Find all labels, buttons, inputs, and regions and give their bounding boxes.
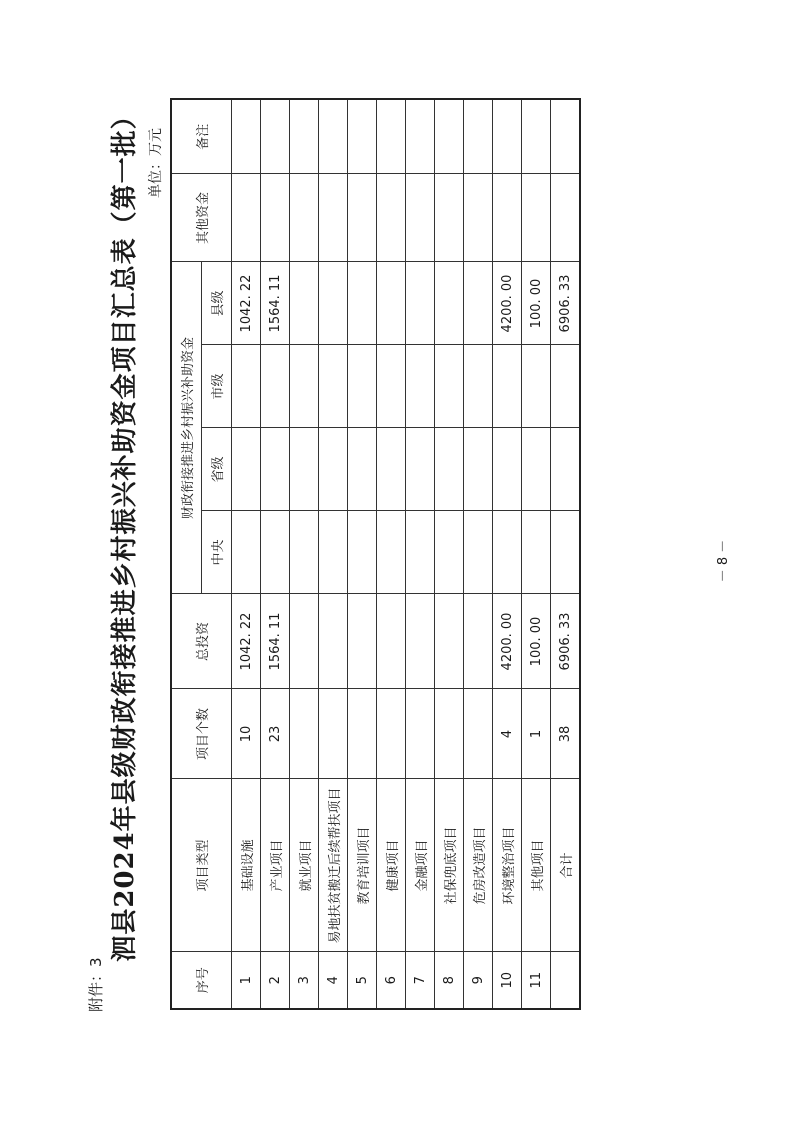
cell-other <box>232 174 261 262</box>
header-county: 县级 <box>202 262 232 345</box>
cell-county <box>348 262 377 345</box>
cell-municipal <box>348 345 377 428</box>
cell-total <box>406 594 435 689</box>
cell-other <box>261 174 290 262</box>
header-other-funds: 其他资金 <box>171 174 232 262</box>
cell-seq: 1 <box>232 952 261 1009</box>
cell-total <box>377 594 406 689</box>
cell-municipal <box>232 345 261 428</box>
cell-type: 合计 <box>551 779 581 952</box>
cell-total: 1042. 22 <box>232 594 261 689</box>
table-row <box>464 99 493 1009</box>
cell-type: 其他项目 <box>522 779 551 952</box>
header-central: 中央 <box>202 511 232 594</box>
cell-type: 就业项目 <box>290 779 319 952</box>
cell-provincial <box>319 428 348 511</box>
cell-municipal <box>435 345 464 428</box>
header-row-1 <box>171 99 202 1009</box>
table-row <box>232 99 261 1009</box>
cell-remarks <box>261 99 290 174</box>
cell-total: 100. 00 <box>522 594 551 689</box>
cell-other <box>319 174 348 262</box>
cell-remarks <box>551 99 581 174</box>
cell-central <box>493 511 522 594</box>
cell-seq: 11 <box>522 952 551 1009</box>
cell-type: 健康项目 <box>377 779 406 952</box>
table-row <box>493 99 522 1009</box>
cell-total: 4200. 00 <box>493 594 522 689</box>
cell-other <box>348 174 377 262</box>
cell-central <box>319 511 348 594</box>
cell-seq <box>551 952 581 1009</box>
header-count: 项目个数 <box>171 689 232 779</box>
cell-remarks <box>464 99 493 174</box>
table-row <box>522 99 551 1009</box>
cell-municipal <box>522 345 551 428</box>
cell-total <box>348 594 377 689</box>
cell-municipal <box>377 345 406 428</box>
header-fund-group: 财政衔接推进乡村振兴补助资金 <box>171 262 202 594</box>
cell-remarks <box>377 99 406 174</box>
cell-municipal <box>464 345 493 428</box>
cell-central <box>377 511 406 594</box>
cell-municipal <box>319 345 348 428</box>
cell-seq: 4 <box>319 952 348 1009</box>
cell-provincial <box>493 428 522 511</box>
cell-provincial <box>290 428 319 511</box>
header-type: 项目类型 <box>171 779 232 952</box>
attachment-label: 附件：3 <box>87 957 105 1012</box>
cell-count: 10 <box>232 689 261 779</box>
cell-provincial <box>551 428 581 511</box>
cell-remarks <box>232 99 261 174</box>
cell-type: 产业项目 <box>261 779 290 952</box>
cell-provincial <box>406 428 435 511</box>
cell-county <box>435 262 464 345</box>
totals-row <box>551 99 581 1009</box>
cell-type: 环境整治项目 <box>493 779 522 952</box>
document-title: 泗县2024年县级财政衔接推进乡村振兴补助资金项目汇总表（第一批） <box>110 102 140 962</box>
cell-seq: 2 <box>261 952 290 1009</box>
cell-county: 4200. 00 <box>493 262 522 345</box>
cell-seq: 10 <box>493 952 522 1009</box>
cell-central <box>464 511 493 594</box>
cell-municipal <box>290 345 319 428</box>
cell-municipal <box>493 345 522 428</box>
cell-remarks <box>319 99 348 174</box>
cell-remarks <box>522 99 551 174</box>
cell-other <box>435 174 464 262</box>
cell-total: 6906. 33 <box>551 594 581 689</box>
table-row <box>261 99 290 1009</box>
cell-county: 6906. 33 <box>551 262 581 345</box>
table-row <box>348 99 377 1009</box>
cell-remarks <box>348 99 377 174</box>
cell-central <box>261 511 290 594</box>
cell-count <box>348 689 377 779</box>
cell-county <box>319 262 348 345</box>
table-row <box>435 99 464 1009</box>
cell-provincial <box>348 428 377 511</box>
header-total: 总投资 <box>171 594 232 689</box>
cell-count <box>319 689 348 779</box>
cell-remarks <box>493 99 522 174</box>
cell-county: 1564. 11 <box>261 262 290 345</box>
cell-municipal <box>406 345 435 428</box>
cell-count: 38 <box>551 689 581 779</box>
cell-type: 社保兜底项目 <box>435 779 464 952</box>
cell-central <box>348 511 377 594</box>
cell-count: 1 <box>522 689 551 779</box>
cell-other <box>522 174 551 262</box>
cell-other <box>377 174 406 262</box>
cell-count: 4 <box>493 689 522 779</box>
cell-type: 易地扶贫搬迁后续帮扶项目 <box>319 779 348 952</box>
cell-other <box>290 174 319 262</box>
page-number: － 8 － <box>716 539 731 583</box>
cell-total <box>464 594 493 689</box>
cell-provincial <box>261 428 290 511</box>
cell-type: 金融项目 <box>406 779 435 952</box>
cell-provincial <box>522 428 551 511</box>
cell-count <box>377 689 406 779</box>
table-body <box>232 99 581 1009</box>
header-municipal: 市级 <box>202 345 232 428</box>
header-remarks: 备注 <box>171 99 232 174</box>
table-row <box>290 99 319 1009</box>
cell-other <box>493 174 522 262</box>
cell-provincial <box>464 428 493 511</box>
cell-total: 1564. 11 <box>261 594 290 689</box>
cell-county <box>406 262 435 345</box>
table-row <box>406 99 435 1009</box>
cell-seq: 3 <box>290 952 319 1009</box>
cell-central <box>406 511 435 594</box>
cell-count <box>290 689 319 779</box>
cell-central <box>522 511 551 594</box>
unit-label: 单位：万元 <box>148 128 164 198</box>
table-row <box>377 99 406 1009</box>
cell-remarks <box>435 99 464 174</box>
cell-provincial <box>377 428 406 511</box>
cell-other <box>464 174 493 262</box>
cell-central <box>232 511 261 594</box>
cell-total <box>435 594 464 689</box>
cell-central <box>290 511 319 594</box>
cell-count <box>435 689 464 779</box>
cell-seq: 5 <box>348 952 377 1009</box>
cell-remarks <box>406 99 435 174</box>
cell-other <box>406 174 435 262</box>
cell-seq: 7 <box>406 952 435 1009</box>
cell-count <box>406 689 435 779</box>
header-provincial: 省级 <box>202 428 232 511</box>
cell-provincial <box>232 428 261 511</box>
cell-provincial <box>435 428 464 511</box>
cell-type: 教育培训项目 <box>348 779 377 952</box>
cell-county <box>464 262 493 345</box>
table-row <box>319 99 348 1009</box>
cell-municipal <box>551 345 581 428</box>
cell-central <box>435 511 464 594</box>
cell-count: 23 <box>261 689 290 779</box>
cell-total <box>290 594 319 689</box>
cell-remarks <box>290 99 319 174</box>
cell-type: 危房改造项目 <box>464 779 493 952</box>
cell-county: 1042. 22 <box>232 262 261 345</box>
cell-municipal <box>261 345 290 428</box>
cell-seq: 8 <box>435 952 464 1009</box>
cell-seq: 6 <box>377 952 406 1009</box>
cell-county <box>290 262 319 345</box>
header-seq: 序号 <box>171 952 232 1009</box>
cell-central <box>551 511 581 594</box>
cell-other <box>551 174 581 262</box>
cell-seq: 9 <box>464 952 493 1009</box>
summary-table <box>170 98 581 1010</box>
cell-county: 100. 00 <box>522 262 551 345</box>
cell-count <box>464 689 493 779</box>
cell-total <box>319 594 348 689</box>
cell-type: 基础设施 <box>232 779 261 952</box>
cell-county <box>377 262 406 345</box>
